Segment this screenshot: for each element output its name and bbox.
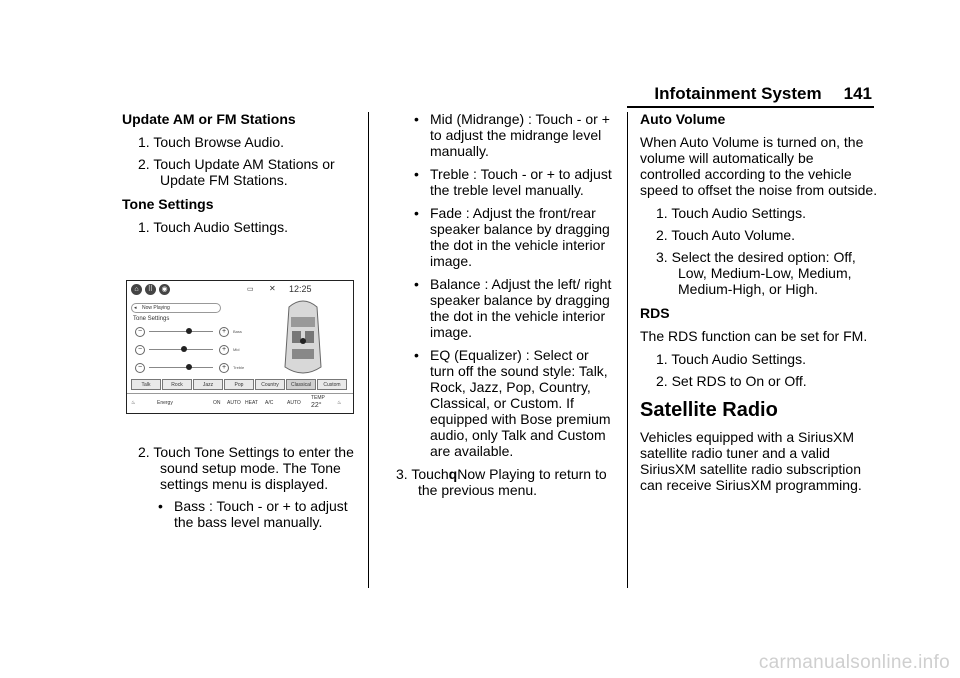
screen-top-bar (129, 283, 349, 297)
energy-button[interactable]: Energy (157, 400, 173, 406)
heading-satellite-radio: Satellite Radio (640, 399, 778, 421)
eq-button-country[interactable]: Country (255, 379, 285, 390)
section-title: Infotainment System (654, 84, 822, 103)
bullet-mid: • Mid (Midrange) : Touch - or + to adjust the midrange level manually. (408, 111, 614, 159)
eq-button-classical[interactable]: Classical (286, 379, 316, 390)
slider-dot[interactable] (181, 346, 187, 352)
column-1-continued (122, 444, 356, 537)
column-3 (640, 111, 878, 500)
on-button[interactable]: ON (213, 400, 221, 406)
rds-description: The RDS function can be set for FM. (640, 328, 868, 344)
page-header (654, 84, 872, 104)
temp-value: 22° (311, 402, 322, 409)
eq-button-bar (131, 379, 347, 390)
fan-auto-button[interactable]: AUTO (287, 400, 301, 406)
now-playing-button[interactable] (131, 303, 221, 313)
mid-slider[interactable] (135, 345, 245, 355)
rds-step-2: 2. Set RDS to On or Off. (656, 373, 807, 389)
media-icon: ▭ (247, 286, 254, 293)
auto-step-3: 3. Select the desired option: Off, Low, Medium-Low, Medium, Medium-High, or High. (656, 249, 856, 297)
heading-update-stations: Update AM or FM Stations (122, 111, 296, 127)
vehicle-interior-icon[interactable] (279, 297, 327, 377)
eq-button-talk[interactable]: Talk (131, 379, 161, 390)
auto-button[interactable]: AUTO (227, 400, 241, 406)
tone-settings-screen-figure (126, 280, 354, 414)
page-number: 141 (843, 84, 872, 103)
apps-icon: ⠿ (145, 284, 156, 295)
slider-track (149, 331, 213, 332)
eq-button-jazz[interactable]: Jazz (193, 379, 223, 390)
eq-button-pop[interactable]: Pop (224, 379, 254, 390)
bullet-balance: • Balance : Adjust the left/ right speaker balance by dragging the dot in the vehicle interior image. (408, 276, 614, 340)
update-step-1: 1. Touch Browse Audio. (138, 134, 285, 150)
column-divider-2 (627, 112, 628, 588)
climate-bar (127, 393, 353, 414)
watermark: carmanualsonline.info (758, 652, 950, 673)
heading-rds: RDS (640, 305, 670, 321)
step-3-prefix: 3. Touch (396, 466, 449, 482)
back-arrow-icon: ◂ (134, 305, 137, 311)
slider-label: Treble (233, 365, 245, 370)
bullet-fade: • Fade : Adjust the front/rear speaker balance by dragging the dot in the vehicle interior image. (408, 205, 614, 269)
eq-button-custom[interactable]: Custom (317, 379, 347, 390)
heading-tone-settings: Tone Settings (122, 196, 214, 212)
auto-step-2: 2. Touch Auto Volume. (656, 227, 796, 243)
seat-heat-icon[interactable]: ♨ (131, 400, 136, 406)
column-divider-1 (368, 112, 369, 588)
heat-button[interactable]: HEAT (245, 400, 258, 406)
bullet-bass: • Bass : Touch - or + to adjust the bass level manually. (152, 498, 356, 530)
steering-icon: ◉ (159, 284, 170, 295)
bass-slider[interactable] (135, 327, 245, 337)
temp-label: TEMP (311, 395, 325, 401)
rds-step-1: 1. Touch Audio Settings. (656, 351, 806, 367)
slider-track (149, 367, 213, 368)
plus-icon[interactable]: + (219, 363, 229, 373)
slider-label: Mid (233, 347, 240, 352)
slider-dot[interactable] (186, 364, 192, 370)
tone-settings-title: Tone Settings (133, 316, 170, 322)
satellite-description: Vehicles equipped with a SiriusXM satellite radio tuner and a valid SiriusXM satellite radio subscription can receive SiriusXM programming. (640, 429, 862, 493)
step-3 (388, 466, 614, 498)
update-step-2: 2. Touch Update AM Stations or Update FM Stations. (138, 156, 335, 188)
slider-dot[interactable] (186, 328, 192, 334)
back-icon: q (448, 466, 458, 482)
eq-button-rock[interactable]: Rock (162, 379, 192, 390)
plus-icon[interactable]: + (219, 327, 229, 337)
column-1 (122, 111, 356, 241)
bullet-treble: • Treble : Touch - or + to adjust the treble level manually. (408, 166, 614, 198)
slider-label: Bass (233, 329, 242, 334)
minus-icon[interactable]: − (135, 327, 145, 337)
bullet-eq: • EQ (Equalizer) : Select or turn off the sound style: Talk, Rock, Jazz, Pop, Country, Classical, or Custom. If equipped with Bose premium audio, only Talk and Custom are available. (408, 347, 614, 459)
now-playing-label: Now Playing (142, 305, 170, 311)
minus-icon[interactable]: − (135, 345, 145, 355)
mute-icon: ✕ (269, 284, 276, 293)
seat-heat-icon[interactable]: ♨ (337, 400, 342, 406)
home-icon: ⌂ (131, 284, 142, 295)
auto-step-1: 1. Touch Audio Settings. (656, 205, 806, 221)
tone-step-2: 2. Touch Tone Settings to enter the sound setup mode. The Tone settings menu is displayed. (138, 444, 354, 492)
ac-button[interactable]: A/C (265, 400, 274, 406)
plus-icon[interactable]: + (219, 345, 229, 355)
tone-step-1: 1. Touch Audio Settings. (138, 219, 288, 235)
clock-time: 12:25 (289, 284, 312, 294)
step-3-text: Now Playing to return to the previous menu. (418, 466, 607, 498)
column-2 (388, 111, 614, 504)
header-rule (627, 106, 874, 108)
treble-slider[interactable] (135, 363, 245, 373)
heading-auto-volume: Auto Volume (640, 111, 726, 127)
auto-volume-description: When Auto Volume is turned on, the volume will automatically be controlled according to the vehicle speed to offset the noise from outside. (640, 134, 878, 198)
minus-icon[interactable]: − (135, 363, 145, 373)
